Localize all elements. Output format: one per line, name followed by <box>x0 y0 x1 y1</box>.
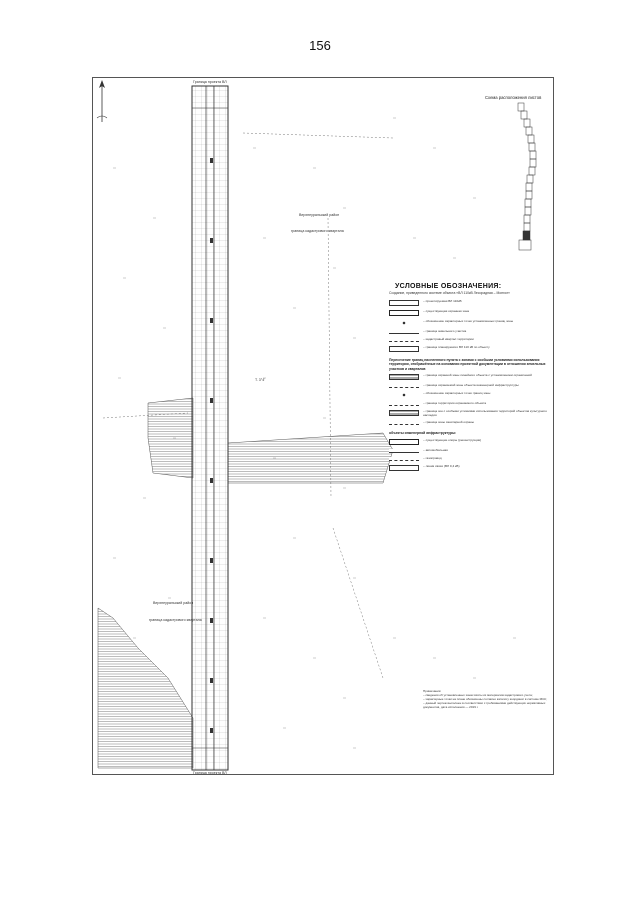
legend-label: – граница территории охраняемого объекта <box>423 400 487 405</box>
legend-infra-item-row <box>389 457 549 461</box>
legend-symbol <box>389 402 419 406</box>
legend-section-item-row <box>389 402 549 406</box>
legend-item-row <box>389 346 549 352</box>
legend-item-row <box>389 320 549 326</box>
district-lower-label: Верхнеуральский район <box>153 601 194 605</box>
legend-symbol <box>389 374 419 380</box>
legend-symbol <box>389 410 419 416</box>
legend-subtitle: Создание, приведенного системе объекта «ВЛ 110кВ Лесорадная – Монгол» <box>389 291 510 295</box>
legend-infra-item-row <box>389 449 549 453</box>
legend-section-item-row <box>389 384 549 388</box>
note-line: – данный чертеж выполнен в соответствии с требованиями действующих нормативных документов, дата исполнения — 2019 г. <box>423 700 546 709</box>
legend-symbol <box>389 300 419 306</box>
hatched-zones <box>98 398 393 768</box>
legend-title: УСЛОВНЫЕ ОБОЗНАЧЕНИЯ: <box>395 283 502 290</box>
legend-symbol <box>389 346 419 352</box>
district-upper-label: Верхнеуральский район <box>299 213 340 217</box>
legend-symbol <box>389 439 419 445</box>
corridor-strip <box>192 86 228 770</box>
legend <box>389 283 549 475</box>
legend-section-items <box>389 374 549 426</box>
legend-section-title: Пересечение границ населенного пункта с зонами с особыми условиями использования территории, отображённые на основании проектной документации в отношении земельных участков и кварталов <box>389 358 546 371</box>
legend-label: – граница охраняемой зоны объекта инженерной инфраструктуры <box>423 382 519 387</box>
legend-infra-item-row <box>389 439 549 445</box>
page-number: 156 <box>309 38 331 53</box>
legend-label: – граница охранной зоны линейного объекта с установлением ограничений <box>423 372 532 377</box>
legend-section-item-row <box>389 410 549 418</box>
district-upper-sub-label: граница кадастрового квартала <box>291 229 344 233</box>
district-lower-sub-label: граница кадастрового квартала <box>149 618 202 622</box>
legend-label: – граница зон с особыми условиями использования территорий объектов культурного наследия <box>423 408 547 417</box>
key-plan-title: Схема расположения листов <box>485 95 542 100</box>
legend-label: – существующая охранная зона <box>423 309 469 313</box>
legend-section-item-row <box>389 421 549 425</box>
legend-symbol <box>389 384 419 388</box>
legend-label: – существующие опоры (реконструкция) <box>423 437 482 442</box>
legend-infra-items <box>389 439 549 471</box>
legend-label: – граница земельного участка <box>423 329 467 333</box>
legend-label: – кадастровый квартал территории <box>423 337 474 341</box>
legend-symbol <box>389 421 419 425</box>
legend-symbol <box>389 320 419 326</box>
drawing-sheet <box>92 77 554 775</box>
legend-infra-title: объекты инженерной инфраструктуры: <box>389 431 457 436</box>
legend-label: – обозначение характерных точек установленных границ зоны <box>423 319 514 323</box>
legend-symbol <box>389 310 419 316</box>
notes-block <box>423 690 547 709</box>
legend-label: – автомобильная <box>423 447 448 452</box>
note-line: Примечания: <box>423 689 442 693</box>
legend-label: – граница зоны санитарной охраны <box>423 420 474 425</box>
legend-label: – проектируемая ВЛ 110кВ <box>423 299 462 303</box>
legend-label: – линия связи (ВЛ 0,4 кВ) <box>423 463 460 468</box>
legend-item-row <box>389 310 549 316</box>
strip-top-label: Граница проекта ВЛ <box>193 80 227 84</box>
legend-infra-item-row <box>389 465 549 471</box>
legend-section-item-row <box>389 392 549 398</box>
legend-symbol <box>389 392 419 398</box>
boundary-lines <box>103 133 393 678</box>
legend-symbol <box>389 338 419 342</box>
legend-item-row <box>389 300 549 306</box>
note-line: – характерные точки на плане обозначены согласно каталогу координат в системе МСК; <box>423 696 547 701</box>
strip-bottom-label: Граница проекта ВЛ <box>193 771 227 775</box>
legend-section-item-row <box>389 374 549 380</box>
legend-item-row <box>389 338 549 342</box>
legend-label: – обозначение характерных точек границ зоны <box>423 390 491 395</box>
legend-label: – газопровод <box>423 455 442 460</box>
north-arrow-icon <box>93 78 111 126</box>
legend-item-row <box>389 330 549 334</box>
legend-label: – граница планируемого ВЛ 110 кВ по объекту <box>423 345 490 349</box>
legend-symbol <box>389 449 419 453</box>
coord-mark-label: Т. 3°4' <box>255 378 265 382</box>
legend-symbol <box>389 457 419 461</box>
legend-symbol <box>389 330 419 334</box>
legend-items <box>389 300 549 352</box>
key-plan <box>518 103 536 250</box>
note-line: – сведения об установленных зонах взяты из материалов кадастрового учета; <box>423 692 533 697</box>
legend-symbol <box>389 465 419 471</box>
